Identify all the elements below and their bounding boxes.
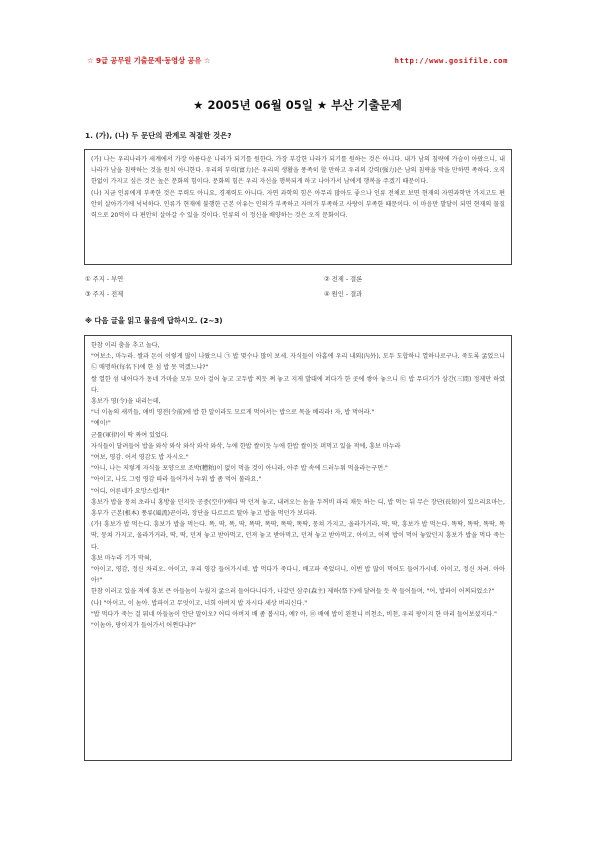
question-1: 1. (가), (나) 두 문단의 관계로 적절한 것은? xyxy=(85,131,232,140)
passage-line: (나) "아이고, 이 놈아. 밥파이고 무엇이고, 너희 아버지 밥 자시다 세상 버리신다." xyxy=(91,599,308,607)
option-3[interactable]: ③ 주지 - 전제 xyxy=(85,291,124,298)
passage-line: 군률(軍律)이 딱 짜여 있었다. xyxy=(91,431,169,439)
passage-line: 한참 이러고 있을 적에 흥보 큰 아들놈이 누웠지 굶으러 들어다니다가, 나갔던 삼주(森主) 제하(祭下)에 달려들 듯 쑥 들어들며, "어, 밥파이 어찌되었소?" xyxy=(91,588,495,596)
option-4[interactable]: ④ 원인 - 결과 xyxy=(324,291,363,298)
passage-line: (가) 흥보가 밥 먹는디. 흥보가 밥을 먹는다. 똑, 딱, 똑, 딱, 똑딱, 똑딱, 똑딱, 똑딱, 뭉쳐 가지고, 올라가거라, 딱, 딱, 흥보가 밥 먹는다. 똑딱, 똑딱, 똑딱, 똑딱, 뭉쳐 가지고, 올라가거라, 딱, 딱, 던져 놓고 받아먹고, 던져 놓고 받아먹고, 던져 놓고 받아먹고. 아이고, 어찌 밥이 먹어 놓았던지 흥보가 밥을 먹다 죽는다. xyxy=(91,521,505,551)
page-header xyxy=(87,56,508,66)
passage-line: 자식들이 달려들어 밥을 와삭 와삭 와삭 와삭 와삭, 누에 한밥 쌀이듯 누에 한밥 쌀이듯 퍼먹고 있을 적에, 흥보 마누라 xyxy=(91,442,401,450)
passage-line: "이놈아, 팡이지가 들어가서 어쩐다냐?" xyxy=(91,622,196,630)
passage-line: "너 이놈의 새끼들, 애비 영전(令前)에 밥 한 알이라도 모르게 먹어서는 밥으로 목을 베리라! 자, 밥 먹어라." xyxy=(91,409,375,417)
passage-paragraph-ga: (가) 나는 우리나라가 세계에서 가장 아름다운 나라가 되기를 원한다. 가장 부강한 나라가 되기를 원하는 것은 아니다. 내가 남의 침략에 가슴이 아팠으니, 내 나라가 남을 침략하는 것을 원치 아니한다. 우리의 부력(富力)은 우리의 생활을 풍족히 할 만하고 우리의 강력(强力)은 남의 침략을 막을 만하면 족하다. 오직 한없이 가지고 싶은 것은 높은 문화의 힘이다. 문화의 힘은 우리 자신을 행복되게 하고 나아가서 남에게 행복을 주겠기 때문이다. xyxy=(91,156,505,186)
option-2[interactable]: ② 전제 - 결론 xyxy=(324,276,363,283)
passage-paragraph-na: (나) 지금 인류에게 부족한 것은 무력도 아니요, 경제력도 아니다. 자연 과학의 힘은 아무리 많아도 좋으나 인류 전체로 보면 현재의 자연과학만 가지고도 편안히 살아가기에 넉넉하다. 인류가 현재에 불행한 근본 이유는 인의가 부족하고 자비가 부족하고 사랑이 부족한 때문이다. 이 마음만 발달이 되면 현재의 물질력으로 20억이 다 편안히 살아갈 수 있을 것이다. 인류의 이 정신을 배양하는 것은 오직 문화이다. xyxy=(91,189,505,220)
page-title: ★ 2005년 06월 05일 ★ 부산 기출문제 xyxy=(193,98,402,112)
passage-line: 쌀 열한 섬 내어다가 동네 가마솥 모두 모아 걸어 놓고 고두밥 찌듯 쪄 놓고 지게 발대에 퍼다가 한 곳에 쌓아 놓으니 ㉢ 밥 무더기가 삼간(三間) 정제만 하였다. xyxy=(91,375,505,394)
passage-line: "여보소, 마누라. 쌀과 돈이 이렇게 많이 나왔으니 ㉠ 밥 몇수나 많이 보세. 자식들이 아홉에 우리 내외(內外), 모두 도합하니 열하나로구나. 죽도록 굶었으니 ㉡ 매명하(每名下)에 한 섬 밥 못 먹겠느냐?" xyxy=(91,353,505,372)
header-url-link[interactable]: http://www.gosifile.com xyxy=(394,56,508,65)
passage-line: "아이고, 나도 그럼 영감 따라 들어가서 누워 밥 좀 먹어 볼라요." xyxy=(91,476,262,484)
header-left-text: ☆ 9급 공무원 기출문제·동영상 공유 ☆ xyxy=(87,56,211,65)
passage-line: 흥보 마누라 기가 막혀, xyxy=(91,554,152,562)
question-1-passage-box xyxy=(84,149,512,265)
passage-line: "여보, 영감. 어서 영감도 밥 자시오." xyxy=(91,454,189,462)
passage-line: "어디, 어른네가 요망스럽게!" xyxy=(91,487,170,495)
passage-line: "예이!" xyxy=(91,420,111,428)
passage-line: 한참 이리 춤을 추고 놀다, xyxy=(91,342,160,349)
passage-line: 흥보가 영(令)을 내리는데, xyxy=(91,398,161,406)
passage-line: "아니, 나는 저렇게 자식들 포양으로 조박(糟粕)이 없이 먹을 것이 아니라, 아주 밥 속에 드러누워 먹을라는구먼." xyxy=(91,465,388,473)
passage-line: 흥보가 밥을 뭉쳐 초라니 홍방울 던지듯 공중(空中)에다 딱 던져 놓고, 내려오는 놈을 두꺼비 파리 채듯 하는 디, 밥 먹는 뒤 무슨 장단(長短)이 있으리요마는, 흥부가 근본(根本) 풍류(風流)꾼이라, 장단을 다르르르 딸아 놓고 밥을 먹던가 보더라. xyxy=(91,498,505,518)
question-2-3-passage-box xyxy=(84,335,512,761)
instruction-text: ※ 다음 글을 읽고 물음에 답하시오. (2~3) xyxy=(85,316,223,325)
option-1[interactable]: ① 주지 - 부연 xyxy=(85,276,124,283)
passage-line: "밥 먹다가 죽는 걸 뭐네 아들놈이 안단 말이오? 어디 아버지 배 좀 봅시다, 예? 아, ㉣ 배에 밥이 왼천니 비천소, 비천, 우리 팡이지 한 마리 들어보셨지다." xyxy=(91,610,497,618)
passage-line: "아이고, 영감, 정신 차리오. 아이고, 우리 영감 들어가시네. 밥 먹다가 죽다니, 배고파 죽었더니, 이번 밥 많이 먹어도 들어가시네. 아이고, 정신 차려. 아아아!" xyxy=(91,566,505,585)
